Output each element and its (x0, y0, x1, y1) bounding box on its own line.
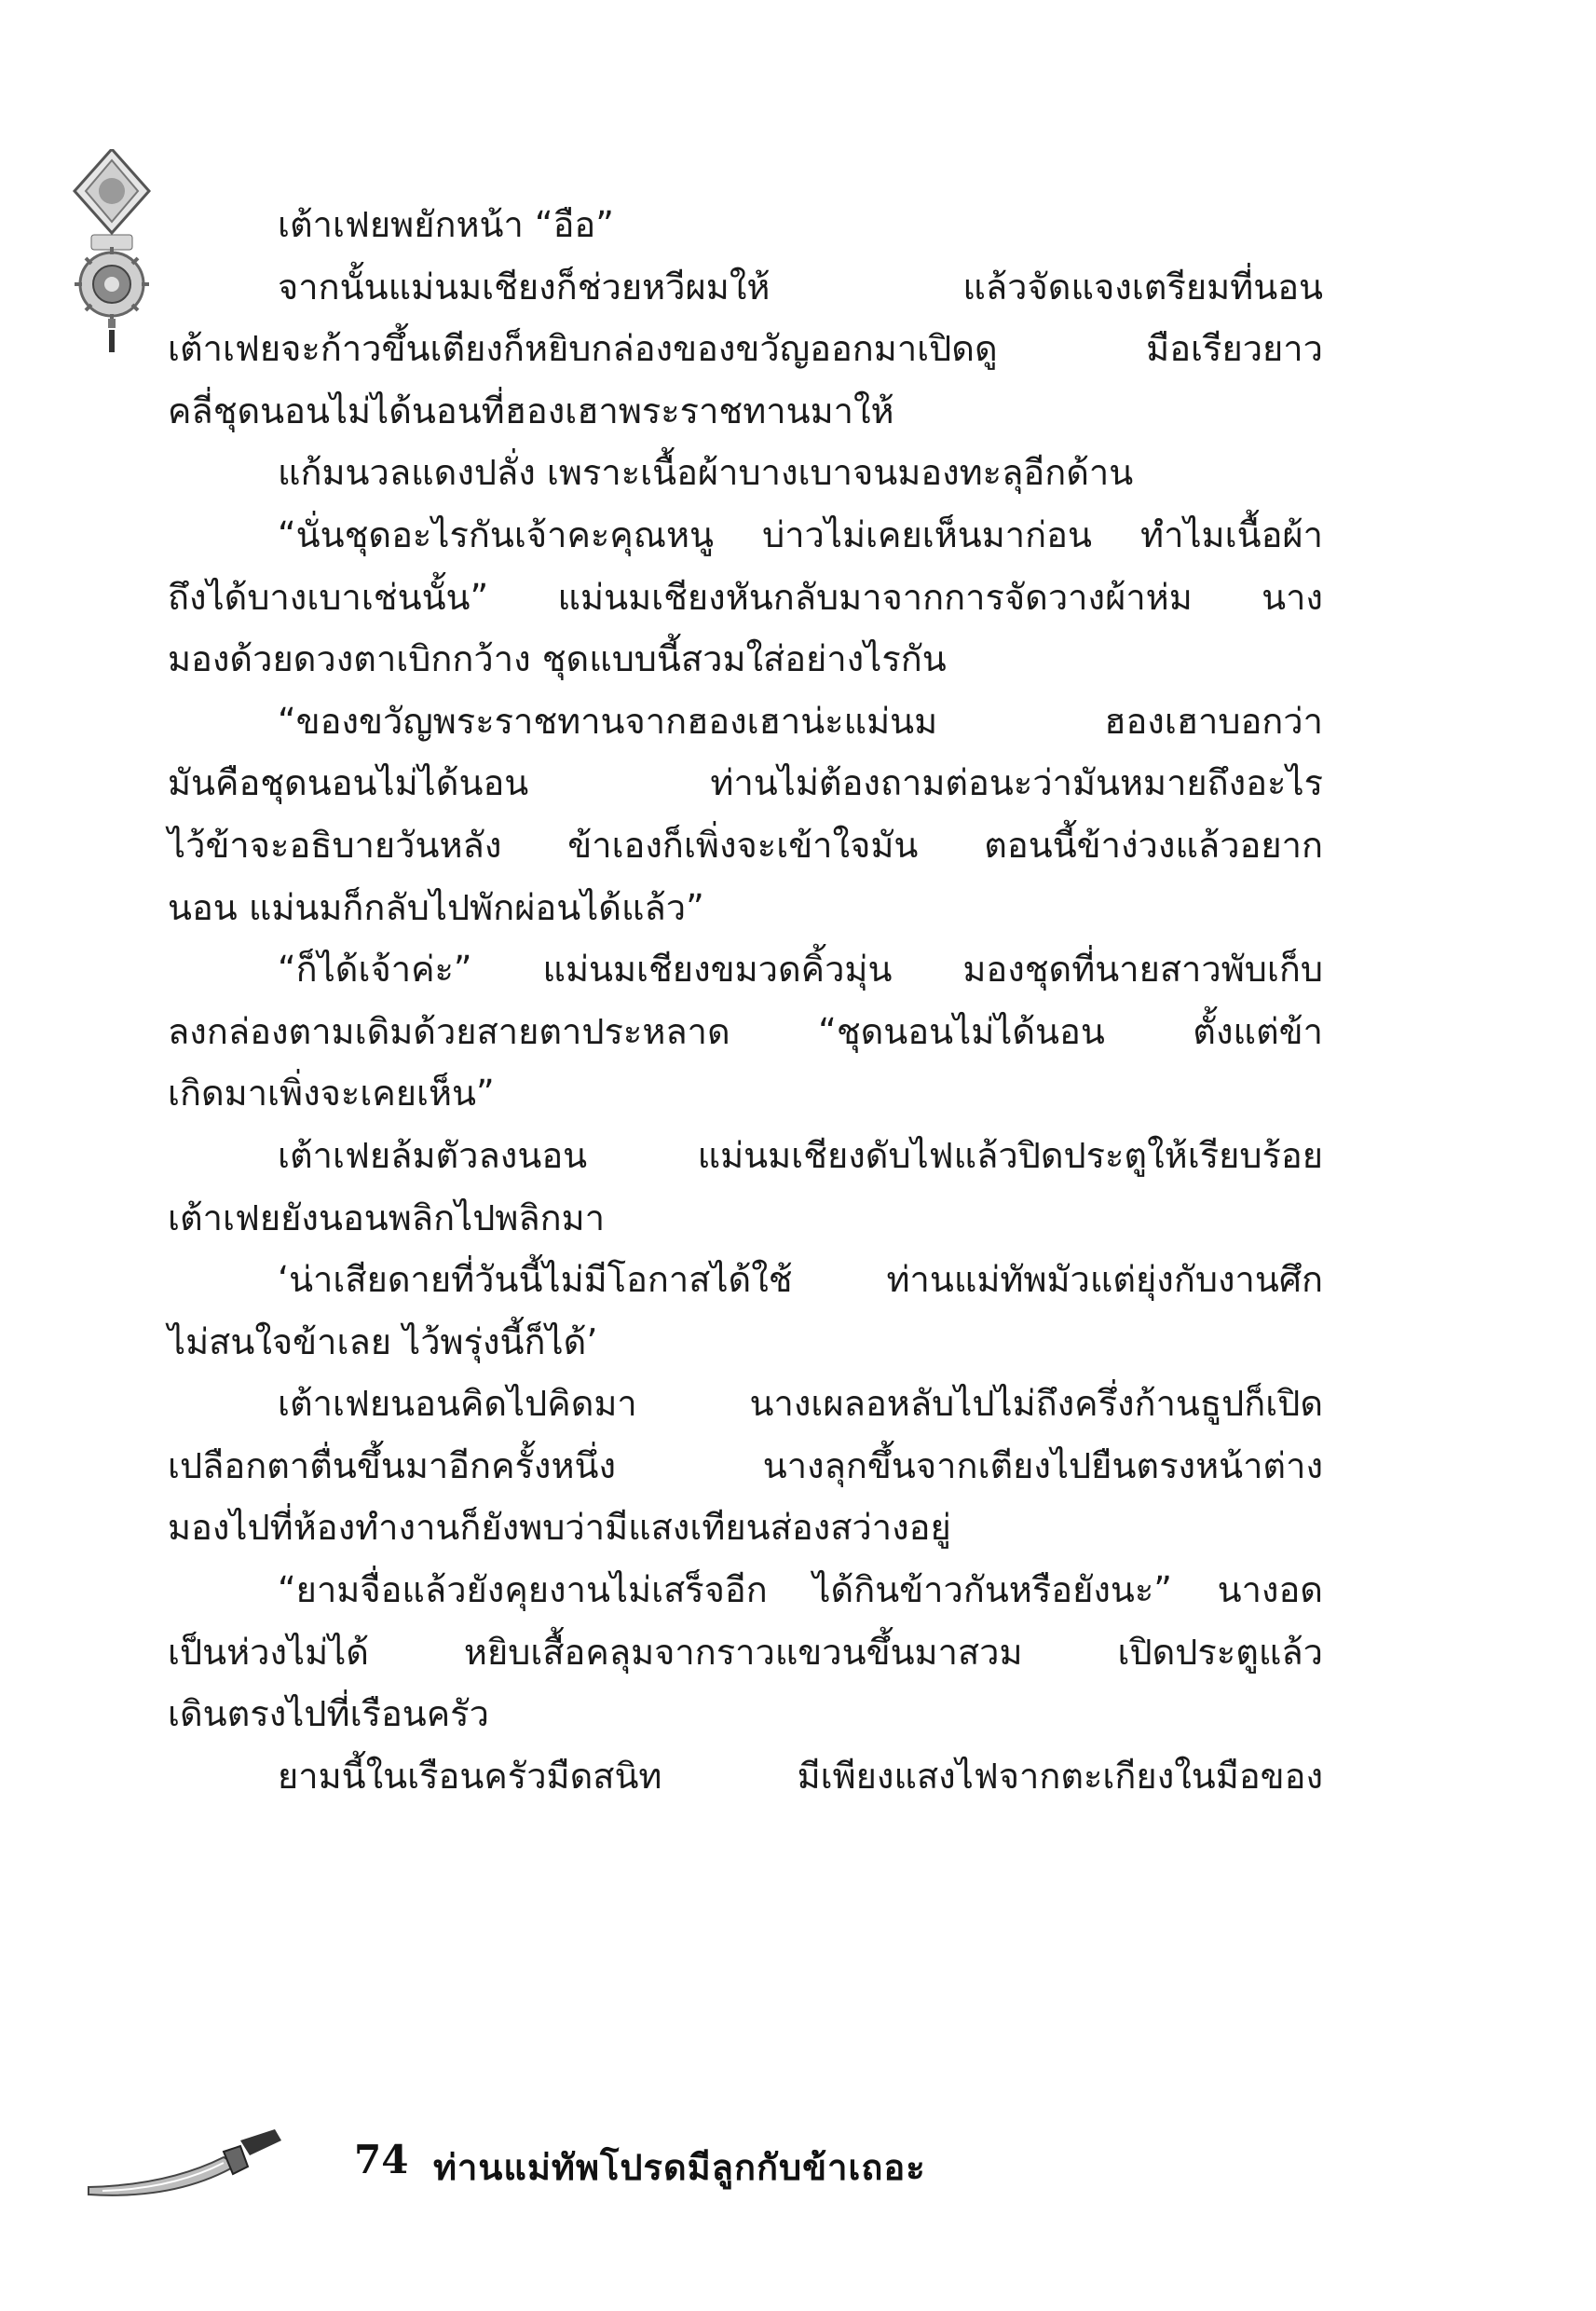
paragraph-line: เต้าเฟยพยักหน้า “อือ” (278, 204, 614, 245)
book-title: ท่านแม่ทัพโปรดมีลูกกับข้าเถอะ (433, 2146, 926, 2188)
paragraph-line: “ของขวัญพระราชทานจากฮองเฮาน่ะแม่นม ฮองเฮาบอกว่า (278, 700, 1323, 742)
paragraph-line: ไว้ข้าจะอธิบายวันหลัง ข้าเองก็เพิ่งจะเข้าใจมัน ตอนนี้ข้าง่วงแล้วอยาก (168, 824, 1323, 866)
paragraph-line: เต้าเฟยยังนอนพลิกไปพลิกมา (168, 1197, 606, 1238)
paragraph-line: เต้าเฟยจะก้าวขึ้นเตียงก็หยิบกล่องของขวัญออกมาเปิดดู มือเรียวยาว (168, 328, 1323, 370)
page-footer (75, 2120, 926, 2204)
paragraph-line: เป็นห่วงไม่ได้ หยิบเสื้อคลุมจากราวแขวนขึ้นมาสวม เปิดประตูแล้ว (168, 1631, 1323, 1673)
paragraph-line: “ก็ได้เจ้าค่ะ” แม่นมเชียงขมวดคิ้วมุ่น มองชุดที่นายสาวพับเก็บ (278, 949, 1323, 991)
paragraph-line: “นั่นชุดอะไรกันเจ้าคะคุณหนู บ่าวไม่เคยเห็นมาก่อน ทำไมเนื้อผ้า (278, 513, 1323, 555)
paragraph-line: มันคือชุดนอนไม่ได้นอน ท่านไม่ต้องถามต่อนะว่ามันหมายถึงอะไร (168, 762, 1323, 804)
paragraph-line: ‘น่าเสียดายที่วันนี้ไม่มีโอกาสได้ใช้ ท่านแม่ทัพมัวแต่ยุ่งกับงานศึก (278, 1259, 1323, 1301)
paragraph-line: “ยามจื่อแล้วยังคุยงานไม่เสร็จอีก ได้กินข้าวกันหรือยังนะ” นางอด (278, 1569, 1323, 1611)
paragraph-line: แก้มนวลแดงปลั่ง เพราะเนื้อผ้าบางเบาจนมองทะลุอีกด้าน (278, 452, 1134, 494)
paragraph-line: มองไปที่ห้องทำงานก็ยังพบว่ามีแสงเทียนส่องสว่างอยู่ (168, 1507, 951, 1549)
paragraph-line: คลี่ชุดนอนไม่ได้นอนที่ฮองเฮาพระราชทานมาให้ (168, 390, 894, 431)
paragraph-line: เต้าเฟยล้มตัวลงนอน แม่นมเชียงดับไฟแล้วปิดประตูให้เรียบร้อย (278, 1134, 1323, 1176)
paragraph-line: ยามนี้ในเรือนครัวมืดสนิท มีเพียงแสงไฟจากตะเกียงในมือของ (278, 1755, 1323, 1797)
page-number: 74 (354, 2137, 409, 2182)
body-text (168, 194, 1323, 1807)
paragraph-line: เกิดมาเพิ่งจะเคยเห็น” (168, 1073, 495, 1114)
ornament-icon (65, 149, 158, 354)
paragraph-line: นอน แม่นมก็กลับไปพักผ่อนได้แล้ว” (168, 886, 704, 928)
paragraph-line: มองด้วยดวงตาเบิกกว้าง ชุดแบบนี้สวมใส่อย่างไรกัน (168, 638, 947, 680)
sword-icon (84, 2120, 289, 2204)
paragraph-line: ไม่สนใจข้าเลย ไว้พรุ่งนี้ก็ได้’ (168, 1320, 598, 1362)
paragraph-line: เดินตรงไปที่เรือนครัว (168, 1693, 489, 1735)
paragraph-line: เต้าเฟยนอนคิดไปคิดมา นางเผลอหลับไปไม่ถึงครึ่งก้านธูปก็เปิด (278, 1383, 1323, 1425)
paragraph-line: เปลือกตาตื่นขึ้นมาอีกครั้งหนึ่ง นางลุกขึ้นจากเตียงไปยืนตรงหน้าต่าง (168, 1444, 1323, 1486)
paragraph-line: จากนั้นแม่นมเชียงก็ช่วยหวีผมให้ แล้วจัดแจงเตรียมที่นอน (278, 266, 1323, 308)
paragraph-line: ลงกล่องตามเดิมด้วยสายตาประหลาด “ชุดนอนไม่ได้นอน ตั้งแต่ข้า (168, 1010, 1323, 1052)
paragraph-line: ถึงได้บางเบาเช่นนั้น” แม่นมเชียงหันกลับมาจากการจัดวางผ้าห่ม นาง (168, 576, 1323, 618)
